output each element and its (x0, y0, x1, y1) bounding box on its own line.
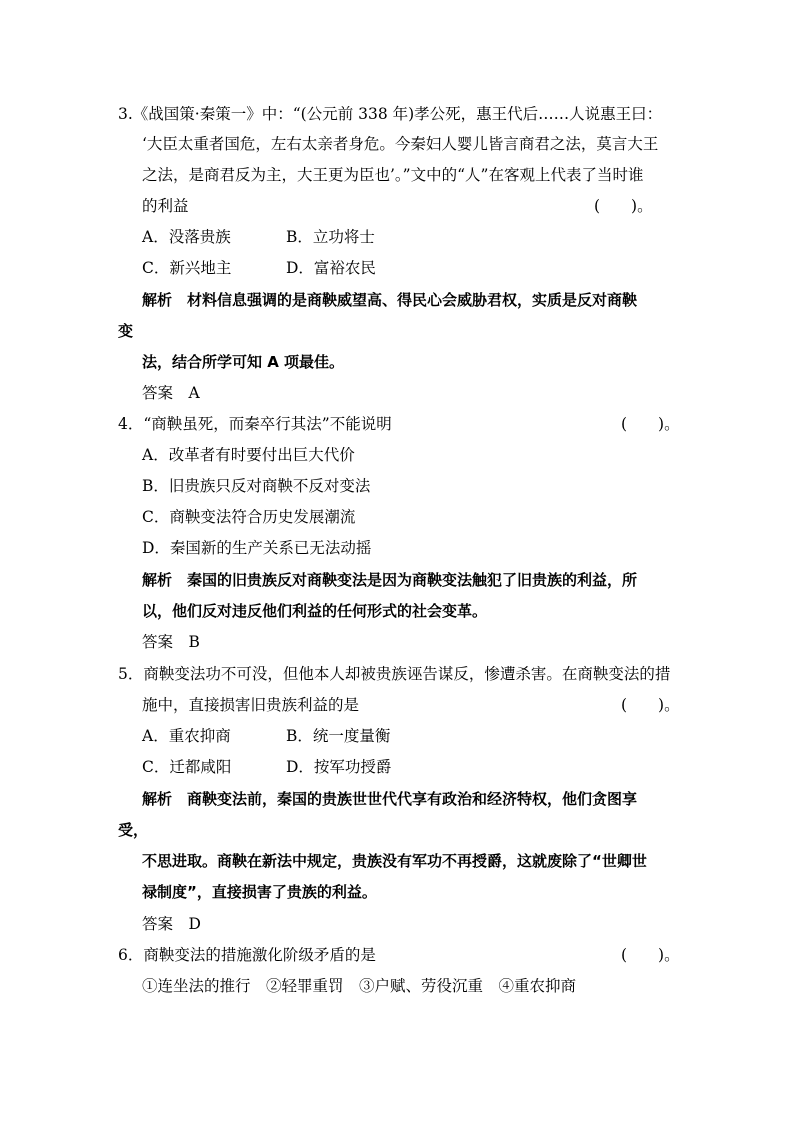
q4-option-d: D．秦国新的生产关系已无法动摇 (142, 539, 372, 557)
q4-analysis-line-2: 以，他们反对违反他们利益的任何形式的社会变革。 (142, 602, 488, 620)
q3-answer-blank: ( )。 (594, 197, 653, 215)
q3-option-b: B．立功将士 (286, 228, 375, 246)
q4-option-b: B．旧贵族只反对商鞅不反对变法 (142, 477, 371, 495)
q5-option-b: B．统一度量衡 (286, 727, 391, 745)
q5-analysis-line-1: 解析 商鞅变法前，秦国的贵族世世代代享有政治和经济特权，他们贪图享 (142, 790, 638, 808)
q4-option-a: A．改革者有时要付出巨大代价 (142, 446, 355, 464)
q6-stem-line-1: 6．商鞅变法的措施激化阶级矛盾的是 (118, 946, 376, 964)
q3-stem-line-1: 3.《战国策·秦策一》中：“(公元前 338 年)孝公死，惠王代后……人说惠王曰： (118, 105, 663, 123)
q3-stem-line-4: 的利益 (142, 197, 189, 215)
q6-options: ①连坐法的推行 ②轻罪重罚 ③户赋、劳役沉重 ④重农抑商 (142, 977, 577, 995)
q5-answer: 答案 D (142, 915, 201, 933)
q5-stem-line-1: 5．商鞅变法功不可没，但他本人却被贵族诬告谋反，惨遭杀害。在商鞅变法的措 (118, 665, 671, 683)
q3-answer: 答案 A (142, 384, 200, 402)
q4-answer: 答案 B (142, 633, 200, 651)
q5-analysis-line-3: 禄制度”，直接损害了贵族的利益。 (142, 883, 377, 901)
q3-analysis-line-1b: 变 (118, 322, 134, 340)
q3-option-c: C．新兴地主 (142, 259, 232, 277)
q5-answer-blank: ( )。 (621, 696, 680, 714)
q6-answer-blank: ( )。 (621, 946, 680, 964)
q4-analysis-line-1: 解析 秦国的旧贵族反对商鞅变法是因为商鞅变法触犯了旧贵族的利益，所 (142, 571, 638, 589)
q4-stem-line-1: 4．“商鞅虽死，而秦卒行其法”不能说明 (118, 415, 392, 433)
q4-answer-blank: ( )。 (621, 415, 680, 433)
q5-analysis-line-1b: 受， (118, 821, 149, 839)
q3-option-d: D．富裕农民 (286, 259, 376, 277)
q5-option-a: A．重农抑商 (142, 727, 231, 745)
q5-option-d: D．按军功授爵 (286, 758, 392, 776)
q3-analysis-line-2: 法，结合所学可知 A 项最佳。 (142, 353, 345, 371)
q5-stem-line-2: 施中，直接损害旧贵族利益的是 (142, 696, 360, 714)
q5-analysis-line-2: 不思进取。商鞅在新法中规定，贵族没有军功不再授爵，这就废除了“世卿世 (142, 852, 647, 870)
q3-stem-line-2: ‘大臣太重者国危，左右太亲者身危。今秦妇人婴儿皆言商君之法，莫言大王 (142, 135, 659, 153)
q3-option-a: A．没落贵族 (142, 228, 231, 246)
q5-option-c: C．迁都咸阳 (142, 758, 232, 776)
q3-analysis-line-1: 解析 材料信息强调的是商鞅威望高、得民心会威胁君权，实质是反对商鞅 (142, 291, 638, 309)
q4-option-c: C．商鞅变法符合历史发展潮流 (142, 508, 356, 526)
q3-stem-line-3: 之法，是商君反为主，大王更为臣也’。”文中的“人”在客观上代表了当时谁 (142, 166, 644, 184)
